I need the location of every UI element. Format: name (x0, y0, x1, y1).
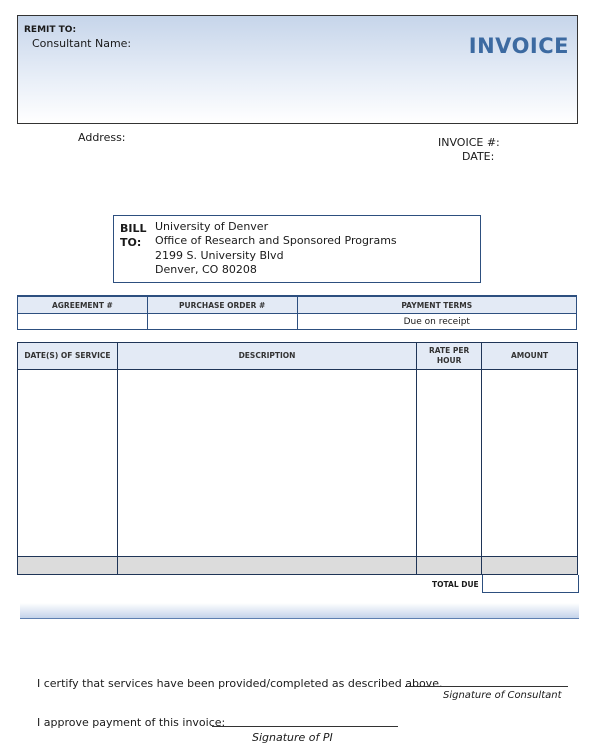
date-label: DATE: (462, 150, 495, 163)
service-table (17, 342, 578, 575)
service-table-subtotal-row (18, 557, 578, 575)
subtotal-cell (417, 557, 482, 575)
subtotal-cell (482, 557, 578, 575)
bill-to-line: 2199 S. University Blvd (155, 248, 284, 262)
amount-header: AMOUNT (482, 343, 578, 370)
agreement-number-header: AGREEMENT # (18, 296, 148, 314)
pi-signature-line[interactable] (212, 726, 398, 727)
service-table-header (18, 343, 578, 370)
agreement-table-header (18, 296, 577, 314)
description-cell[interactable] (117, 370, 416, 557)
subtotal-cell (117, 557, 416, 575)
agreement-number-field[interactable] (18, 314, 148, 330)
consultant-signature-line[interactable] (405, 686, 568, 687)
invoice-title: INVOICE (468, 34, 569, 58)
bill-to-line: Denver, CO 80208 (155, 263, 257, 277)
bill-label-line1: BILL (120, 222, 147, 235)
dates-of-service-header: DATE(S) OF SERVICE (18, 343, 118, 370)
rate-per-hour-cell[interactable] (417, 370, 482, 557)
invoice-number-label: INVOICE #: (438, 136, 500, 149)
subtotal-cell (18, 557, 118, 575)
signature-pi-caption: Signature of PI (252, 731, 333, 744)
approve-statement: I approve payment of this invoice: (37, 716, 226, 729)
address-label: Address: (78, 131, 126, 144)
description-header: DESCRIPTION (117, 343, 416, 370)
purchase-order-field[interactable] (147, 314, 297, 330)
bill-to-box (113, 215, 481, 283)
bill-to-line: Office of Research and Sponsored Programs (155, 234, 397, 248)
total-due-label: TOTAL DUE (432, 580, 479, 589)
rate-per-hour-header: RATE PER HOUR (417, 343, 482, 370)
signature-consultant-caption: Signature of Consultant (443, 690, 562, 701)
bill-to-line: University of Denver (155, 220, 269, 233)
agreement-table (17, 295, 577, 330)
dates-of-service-cell[interactable] (18, 370, 118, 557)
consultant-name-label: Consultant Name: (32, 37, 132, 50)
total-due-field[interactable] (482, 575, 579, 593)
invoice-header-box (17, 15, 578, 124)
payment-terms-header: PAYMENT TERMS (297, 296, 576, 314)
payment-terms-value: Due on receipt (297, 314, 576, 330)
certify-statement: I certify that services have been provided/completed as described above. (37, 677, 443, 690)
bill-to-address (155, 220, 397, 278)
service-table-body (18, 370, 578, 557)
footer-gradient-bar (20, 603, 579, 619)
remit-to-label: REMIT TO: (24, 25, 77, 35)
bill-label-line2: TO: (120, 236, 142, 249)
purchase-order-header: PURCHASE ORDER # (147, 296, 297, 314)
amount-cell[interactable] (482, 370, 578, 557)
bill-to-label (120, 222, 150, 250)
agreement-table-row (18, 314, 577, 330)
